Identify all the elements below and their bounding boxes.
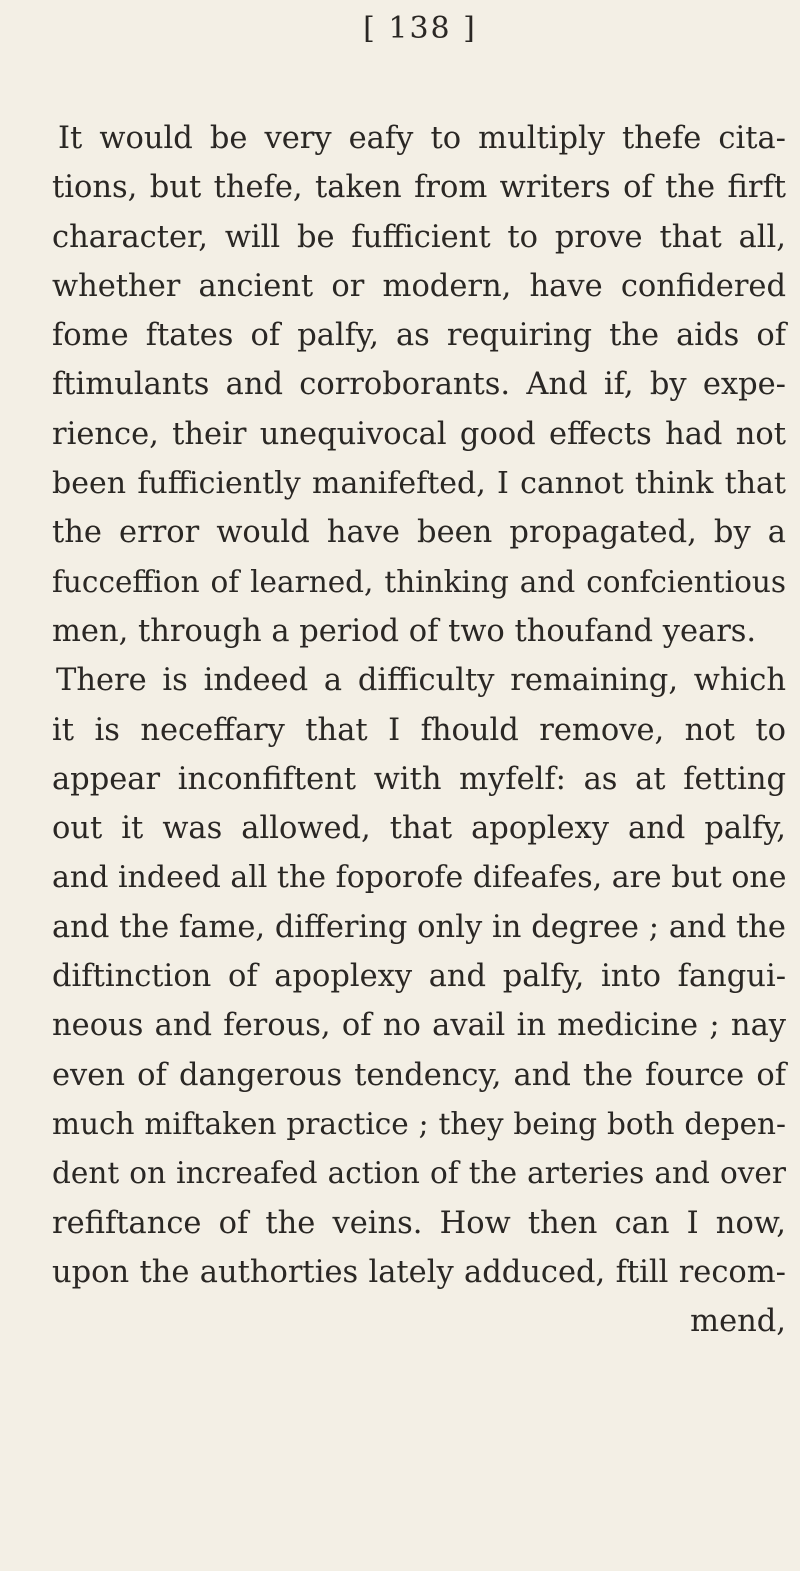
- text-line: been fufficiently manifefted, I cannot think that: [52, 466, 786, 502]
- text-line: whether ancient or modern, have confidered: [52, 268, 786, 304]
- text-line: the error would have been propagated, by a: [52, 515, 786, 551]
- text-line: and the fame, differing only in degree ; and the: [52, 909, 786, 945]
- body-text: [52, 114, 786, 1346]
- text-line: It would be very eafy to multiply thefe cita-: [58, 121, 786, 156]
- text-line: even of dangerous tendency, and the fource of: [52, 1057, 786, 1093]
- text-line: much miftaken practice ; they being both depen-: [52, 1106, 786, 1141]
- text-line: refiftance of the veins. How then can I now,: [52, 1205, 786, 1241]
- text-line: out it was allowed, that apoplexy and palfy,: [52, 811, 786, 847]
- text-line: upon the authorties lately adduced, ftill recom-: [52, 1254, 786, 1290]
- text-line: character, will be fufficient to prove that all,: [52, 219, 786, 255]
- text-line: There is indeed a difficulty remaining, which: [56, 663, 786, 699]
- text-line: and indeed all the foporofe difeafes, are but one: [52, 860, 787, 896]
- text-line: appear inconfiftent with myfelf: as at fetting: [52, 761, 786, 797]
- text-line: men, through a period of two thoufand years.: [52, 613, 757, 649]
- page-number-header: [ 138 ]: [363, 11, 477, 46]
- text-line: ftimulants and corroborants. And if, by expe-: [52, 367, 786, 403]
- text-line: diftinction of apoplexy and palfy, into fangui-: [52, 959, 786, 995]
- text-line: fome ftates of palfy, as requiring the aids of: [52, 318, 786, 354]
- text-line: tions, but thefe, taken from writers of the firft: [52, 170, 786, 206]
- catchword: mend,: [690, 1304, 786, 1340]
- text-line: rience, their unequivocal good effects had not: [52, 416, 786, 452]
- text-line: neous and ferous, of no avail in medicine ; nay: [52, 1008, 786, 1044]
- text-line: dent on increafed action of the arteries and over: [52, 1156, 786, 1191]
- text-line: it is neceffary that I fhould remove, not to: [52, 712, 786, 748]
- text-line: fucceffion of learned, thinking and confcientious: [52, 564, 786, 599]
